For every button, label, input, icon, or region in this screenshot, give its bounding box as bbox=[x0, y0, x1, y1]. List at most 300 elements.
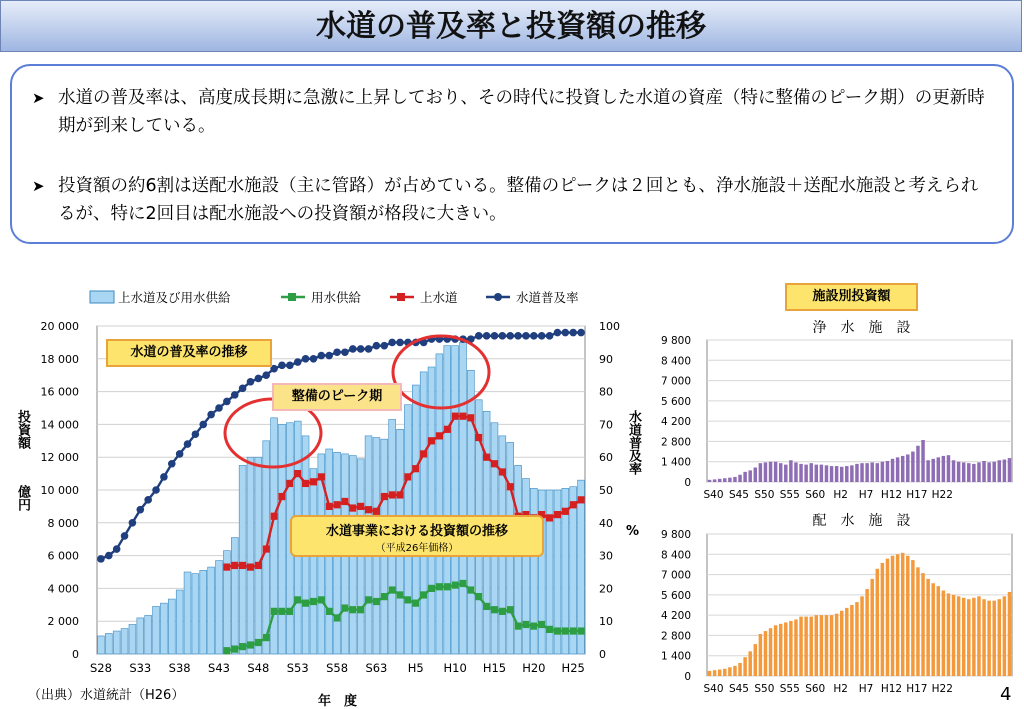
facility-bar bbox=[779, 624, 782, 676]
point-waterworks bbox=[373, 508, 380, 515]
facility-bar bbox=[830, 466, 833, 482]
point-waterworks bbox=[326, 503, 333, 510]
facility-bar bbox=[921, 440, 924, 482]
facility-bar bbox=[901, 553, 904, 676]
facility-bar bbox=[738, 475, 741, 482]
facility-bar bbox=[748, 470, 751, 482]
facility-bar bbox=[815, 465, 818, 482]
point-coverage-rate bbox=[357, 345, 365, 353]
facility-bar bbox=[977, 462, 980, 482]
facility-bar bbox=[769, 462, 772, 482]
point-waterworks bbox=[436, 432, 443, 439]
point-waterworks bbox=[357, 503, 364, 510]
bar-total-investment bbox=[428, 367, 435, 654]
facility-bar bbox=[870, 462, 873, 482]
point-coverage-rate bbox=[239, 385, 247, 393]
point-waterworks bbox=[231, 562, 238, 569]
point-waterworks bbox=[247, 563, 254, 570]
point-water-supply bbox=[247, 641, 254, 648]
point-water-supply bbox=[396, 591, 403, 598]
facility-bar bbox=[987, 601, 990, 676]
x-tick-label: S33 bbox=[129, 661, 152, 675]
x-tick-label: H12 bbox=[880, 683, 903, 695]
point-water-supply bbox=[365, 596, 372, 603]
point-waterworks bbox=[310, 478, 317, 485]
facility-bar bbox=[835, 466, 838, 482]
point-waterworks bbox=[483, 454, 490, 461]
legend-label: 上水道 bbox=[420, 290, 458, 305]
y-tick-label: 7 000 bbox=[660, 375, 691, 388]
facility-chart-title: 配 水 施 設 bbox=[812, 513, 911, 529]
point-coverage-rate bbox=[530, 332, 538, 340]
y2-tick-label: 80 bbox=[599, 385, 613, 399]
point-coverage-rate bbox=[396, 339, 404, 347]
peak-period-label: 整備のピーク期 bbox=[272, 383, 402, 411]
facility-bar bbox=[982, 461, 985, 482]
point-coverage-rate bbox=[380, 342, 388, 350]
bar-total-investment bbox=[145, 615, 152, 654]
y-tick-label: 9 800 bbox=[660, 529, 691, 541]
point-coverage-rate bbox=[192, 430, 200, 438]
summary-box bbox=[10, 64, 1014, 244]
x-tick-label: H15 bbox=[482, 661, 507, 675]
point-coverage-rate bbox=[160, 473, 168, 481]
y-tick-label: 1 400 bbox=[660, 456, 691, 469]
x-tick-label: S50 bbox=[754, 683, 775, 695]
point-waterworks bbox=[562, 508, 569, 515]
facility-bar bbox=[845, 466, 848, 482]
facility-bar bbox=[992, 462, 995, 482]
bar-total-investment bbox=[208, 567, 215, 654]
facility-bar bbox=[876, 569, 879, 676]
legend-swatch-total bbox=[90, 291, 114, 303]
point-waterworks bbox=[365, 506, 372, 513]
point-coverage-rate bbox=[168, 460, 176, 468]
x-tick-label: S60 bbox=[805, 489, 826, 501]
y-tick-label: 1 400 bbox=[660, 650, 691, 663]
y2-tick-label: 20 bbox=[599, 582, 613, 596]
price-basis-note: （平成26年価格） bbox=[375, 543, 459, 554]
point-waterworks bbox=[452, 413, 459, 420]
point-coverage-rate bbox=[569, 329, 577, 337]
y-tick-label: 5 600 bbox=[660, 589, 691, 602]
facility-bar bbox=[962, 462, 965, 482]
point-waterworks bbox=[444, 426, 451, 433]
x-tick-label: S45 bbox=[728, 489, 749, 501]
plot-area bbox=[707, 340, 1012, 482]
point-water-supply bbox=[239, 643, 246, 650]
y-tick-label: 6 000 bbox=[47, 549, 79, 563]
point-waterworks bbox=[475, 434, 482, 441]
y2-tick-label: 70 bbox=[599, 418, 613, 432]
facility-bar bbox=[708, 671, 711, 676]
y-tick-label: 20 000 bbox=[40, 320, 79, 333]
facility-bar bbox=[957, 462, 960, 482]
x-tick-label: H25 bbox=[561, 661, 585, 675]
facility-bar bbox=[906, 556, 909, 676]
point-waterworks bbox=[491, 460, 498, 467]
facility-bar bbox=[825, 465, 828, 482]
summary-text: 水道の普及率は、高度成長期に急激に上昇しており、その時代に投資した水道の資産（特に整備のピーク期）の更新時期が到来している。 bbox=[58, 88, 985, 136]
legend-label: 用水供給 bbox=[311, 290, 362, 305]
facility-bar bbox=[947, 593, 950, 676]
point-water-supply bbox=[373, 598, 380, 605]
point-water-supply bbox=[436, 583, 443, 590]
y-tick-label: 10 000 bbox=[40, 484, 79, 497]
point-water-supply bbox=[428, 585, 435, 592]
x-tick-label: S48 bbox=[247, 661, 270, 675]
facility-bar bbox=[937, 586, 940, 676]
x-tick-label: H10 bbox=[443, 661, 467, 675]
point-coverage-rate bbox=[215, 404, 223, 412]
y2-axis-unit: % bbox=[626, 524, 640, 539]
point-waterworks bbox=[239, 562, 246, 569]
bar-total-investment bbox=[98, 636, 105, 654]
x-tick-label: H22 bbox=[931, 683, 953, 695]
y-tick-label: 2 800 bbox=[660, 436, 691, 449]
bar-total-investment bbox=[168, 599, 175, 654]
point-coverage-rate bbox=[475, 332, 483, 340]
x-tick-label: S60 bbox=[805, 683, 826, 695]
point-coverage-rate bbox=[129, 519, 137, 527]
y2-tick-label: 60 bbox=[599, 451, 613, 465]
y-tick-label: 5 600 bbox=[660, 395, 691, 408]
facility-bar bbox=[764, 462, 767, 482]
facility-bar bbox=[759, 463, 762, 482]
investment-trend-label bbox=[290, 515, 544, 557]
investment-coverage-chart bbox=[0, 278, 650, 709]
point-coverage-rate bbox=[554, 329, 562, 337]
point-waterworks bbox=[570, 501, 577, 508]
point-coverage-rate bbox=[325, 352, 333, 360]
x-tick-label: S43 bbox=[208, 661, 230, 675]
point-water-supply bbox=[278, 608, 285, 615]
point-coverage-rate bbox=[223, 398, 231, 406]
point-waterworks bbox=[507, 483, 514, 490]
y-tick-label: 4 200 bbox=[660, 610, 691, 623]
point-water-supply bbox=[444, 583, 451, 590]
point-coverage-rate bbox=[491, 332, 499, 340]
facility-bar bbox=[748, 651, 751, 676]
point-water-supply bbox=[483, 603, 490, 610]
y-tick-label: 0 bbox=[72, 648, 79, 661]
page-number: 4 bbox=[1000, 684, 1012, 705]
point-waterworks bbox=[420, 450, 427, 457]
x-tick-label: S40 bbox=[703, 489, 724, 501]
page-title: 水道の普及率と投資額の推移 bbox=[316, 9, 706, 44]
facility-bar bbox=[1003, 596, 1006, 676]
point-water-supply bbox=[554, 627, 561, 634]
facility-bar bbox=[972, 598, 975, 676]
point-coverage-rate bbox=[136, 506, 144, 514]
point-waterworks bbox=[341, 498, 348, 505]
point-water-supply bbox=[318, 596, 325, 603]
facility-bar bbox=[896, 554, 899, 676]
point-waterworks bbox=[302, 480, 309, 487]
legend-label: 水道普及率 bbox=[516, 290, 579, 305]
point-waterworks bbox=[577, 496, 584, 503]
bar-total-investment bbox=[216, 561, 223, 654]
facility-bar bbox=[789, 621, 792, 676]
facility-bar bbox=[931, 583, 934, 676]
x-tick-label: H22 bbox=[931, 489, 953, 501]
point-water-supply bbox=[270, 608, 277, 615]
bar-total-investment bbox=[436, 354, 443, 654]
facility-bar bbox=[931, 459, 934, 482]
y-axis-label: 投資額 bbox=[15, 410, 30, 449]
facility-bar bbox=[789, 460, 792, 482]
facility-bar bbox=[860, 463, 863, 482]
facility-bar bbox=[998, 460, 1001, 482]
bar-total-investment bbox=[247, 457, 254, 654]
point-coverage-rate bbox=[184, 440, 192, 448]
x-tick-label: H17 bbox=[906, 683, 928, 695]
y-axis-unit: 億円 bbox=[15, 485, 30, 511]
facility-bar bbox=[850, 605, 853, 676]
facility-bar bbox=[901, 456, 904, 482]
point-water-supply bbox=[530, 623, 537, 630]
bar-total-investment bbox=[176, 590, 183, 654]
point-coverage-rate bbox=[97, 555, 105, 563]
bar-total-investment bbox=[192, 574, 199, 654]
facility-bar bbox=[1008, 592, 1011, 676]
facility-bar bbox=[937, 457, 940, 482]
facility-bar bbox=[718, 669, 721, 676]
x-tick-label: S28 bbox=[89, 661, 112, 675]
facility-bar bbox=[886, 461, 889, 482]
y-tick-label: 2 000 bbox=[47, 615, 79, 629]
point-waterworks bbox=[263, 545, 270, 552]
bar-total-investment bbox=[444, 346, 451, 654]
y2-tick-label: 40 bbox=[599, 516, 613, 530]
facility-bar bbox=[820, 465, 823, 482]
point-coverage-rate bbox=[105, 552, 113, 560]
facility-bar bbox=[799, 617, 802, 676]
facility-investment-label: 施設別投資額 bbox=[785, 283, 918, 311]
coverage-trend-label: 水道の普及率の推移 bbox=[106, 339, 272, 367]
x-tick-label: S45 bbox=[728, 683, 749, 695]
facility-bar bbox=[784, 465, 787, 482]
point-waterworks bbox=[554, 511, 561, 518]
point-coverage-rate bbox=[577, 329, 585, 337]
facility-bar bbox=[825, 615, 828, 676]
point-coverage-rate bbox=[152, 486, 160, 494]
bar-total-investment bbox=[113, 631, 120, 654]
point-coverage-rate bbox=[562, 329, 570, 337]
facility-bar bbox=[998, 599, 1001, 676]
point-waterworks bbox=[349, 504, 356, 511]
y2-axis-label: 水道普及率 bbox=[626, 410, 641, 475]
facility-bar bbox=[754, 644, 757, 676]
facility-bar bbox=[911, 560, 914, 676]
point-water-supply bbox=[562, 627, 569, 634]
legend-marker-water-supply bbox=[288, 293, 296, 301]
bar-total-investment bbox=[200, 570, 207, 654]
point-coverage-rate bbox=[522, 332, 530, 340]
facility-bar bbox=[881, 462, 884, 482]
y-tick-label: 8 000 bbox=[47, 516, 79, 530]
point-coverage-rate bbox=[349, 345, 357, 353]
y-tick-label: 12 000 bbox=[40, 451, 79, 465]
x-tick-label: S58 bbox=[326, 661, 349, 675]
y2-tick-label: 50 bbox=[599, 484, 613, 497]
facility-bar bbox=[942, 456, 945, 482]
facility-bar bbox=[733, 477, 736, 482]
facility-bar bbox=[804, 617, 807, 676]
facility-bar bbox=[972, 464, 975, 482]
point-coverage-rate bbox=[483, 332, 491, 340]
facility-bar bbox=[743, 472, 746, 482]
facility-bar bbox=[769, 628, 772, 676]
facility-bar bbox=[1003, 460, 1006, 482]
point-waterworks bbox=[270, 513, 277, 520]
point-coverage-rate bbox=[318, 352, 326, 360]
facility-bar bbox=[881, 563, 884, 676]
y-tick-label: 8 400 bbox=[660, 355, 691, 368]
facility-bar bbox=[850, 465, 853, 482]
point-water-supply bbox=[326, 608, 333, 615]
point-coverage-rate bbox=[231, 391, 239, 399]
point-water-supply bbox=[381, 593, 388, 600]
x-tick-label: S63 bbox=[365, 661, 388, 675]
facility-bar bbox=[733, 666, 736, 676]
x-tick-label: S55 bbox=[779, 683, 800, 695]
facility-bar bbox=[1008, 458, 1011, 482]
facility-bar bbox=[794, 462, 797, 482]
y2-tick-label: 0 bbox=[599, 648, 606, 661]
y2-tick-label: 10 bbox=[599, 615, 613, 629]
facility-bar bbox=[947, 455, 950, 482]
point-waterworks bbox=[499, 468, 506, 475]
point-coverage-rate bbox=[546, 332, 554, 340]
point-coverage-rate bbox=[333, 348, 341, 356]
point-coverage-rate bbox=[121, 532, 129, 540]
point-water-supply bbox=[475, 593, 482, 600]
point-water-supply bbox=[459, 580, 466, 587]
point-coverage-rate bbox=[255, 375, 263, 383]
y-tick-label: 0 bbox=[684, 477, 691, 489]
facility-bar bbox=[891, 556, 894, 676]
point-water-supply bbox=[294, 596, 301, 603]
facility-bar bbox=[911, 452, 914, 482]
x-tick-label: S50 bbox=[754, 489, 775, 501]
x-tick-label: H20 bbox=[522, 661, 546, 675]
y-tick-label: 4 200 bbox=[660, 416, 691, 429]
point-water-supply bbox=[412, 600, 419, 607]
y-tick-label: 4 000 bbox=[47, 582, 79, 596]
facility-bar bbox=[754, 468, 757, 482]
facility-bar bbox=[957, 596, 960, 676]
title-bar bbox=[0, 0, 1022, 52]
facility-bar bbox=[804, 465, 807, 482]
legend-label: 上水道及び用水供給 bbox=[118, 290, 231, 305]
point-waterworks bbox=[255, 562, 262, 569]
x-tick-label: S53 bbox=[286, 661, 309, 675]
point-waterworks bbox=[294, 470, 301, 477]
facility-bar bbox=[926, 460, 929, 482]
facility-bar bbox=[809, 463, 812, 482]
point-waterworks bbox=[412, 465, 419, 472]
facility-bar bbox=[774, 462, 777, 482]
point-waterworks bbox=[459, 413, 466, 420]
point-coverage-rate bbox=[286, 362, 294, 370]
point-water-supply bbox=[491, 606, 498, 613]
point-water-supply bbox=[570, 627, 577, 634]
facility-bar bbox=[830, 615, 833, 676]
y-tick-label: 18 000 bbox=[40, 352, 79, 366]
point-coverage-rate bbox=[262, 371, 270, 379]
point-water-supply bbox=[546, 626, 553, 633]
summary-bullet bbox=[32, 172, 988, 228]
point-waterworks bbox=[546, 514, 553, 521]
facility-bar bbox=[916, 567, 919, 676]
point-coverage-rate bbox=[278, 362, 286, 370]
point-coverage-rate bbox=[388, 339, 396, 347]
bar-total-investment bbox=[153, 606, 160, 654]
facility-bar bbox=[942, 591, 945, 676]
facility-bar bbox=[967, 599, 970, 676]
facility-bar bbox=[952, 595, 955, 676]
point-water-supply bbox=[507, 606, 514, 613]
facility-bar bbox=[728, 478, 731, 482]
bar-total-investment bbox=[160, 603, 167, 654]
point-water-supply bbox=[389, 586, 396, 593]
point-water-supply bbox=[514, 623, 521, 630]
y-tick-label: 2 800 bbox=[660, 630, 691, 643]
plot-area bbox=[707, 534, 1012, 676]
point-coverage-rate bbox=[365, 345, 373, 353]
point-coverage-rate bbox=[341, 348, 349, 356]
facility-bar bbox=[815, 615, 818, 676]
facility-bar bbox=[992, 601, 995, 676]
point-water-supply bbox=[420, 591, 427, 598]
point-waterworks bbox=[428, 437, 435, 444]
facility-bar bbox=[708, 480, 711, 482]
point-coverage-rate bbox=[514, 332, 522, 340]
y-tick-label: 7 000 bbox=[660, 569, 691, 582]
y2-tick-label: 30 bbox=[599, 549, 613, 563]
arrow-bullet-icon: ➤ bbox=[32, 177, 45, 195]
point-water-supply bbox=[467, 586, 474, 593]
source-note: （出典）水道統計（H26） bbox=[28, 688, 185, 703]
point-waterworks bbox=[333, 501, 340, 508]
point-coverage-rate bbox=[506, 332, 514, 340]
point-coverage-rate bbox=[499, 332, 507, 340]
x-tick-label: H5 bbox=[407, 661, 424, 675]
facility-bar bbox=[916, 446, 919, 482]
y-tick-label: 0 bbox=[684, 671, 691, 683]
x-axis-label: 年 度 bbox=[318, 694, 358, 709]
point-waterworks bbox=[467, 414, 474, 421]
point-water-supply bbox=[357, 606, 364, 613]
x-tick-label: S55 bbox=[779, 489, 800, 501]
point-water-supply bbox=[577, 627, 584, 634]
point-waterworks bbox=[278, 493, 285, 500]
point-water-supply bbox=[499, 608, 506, 615]
facility-bar bbox=[886, 559, 889, 676]
facility-bar bbox=[876, 463, 879, 482]
bar-total-investment bbox=[239, 465, 246, 654]
bar-total-investment bbox=[452, 346, 459, 654]
x-tick-label: S38 bbox=[168, 661, 191, 675]
point-coverage-rate bbox=[247, 378, 255, 386]
x-tick-label: H2 bbox=[833, 489, 848, 501]
y2-tick-label: 100 bbox=[599, 320, 620, 333]
facility-bar bbox=[865, 463, 868, 482]
bar-total-investment bbox=[129, 624, 136, 654]
point-water-supply bbox=[286, 608, 293, 615]
point-waterworks bbox=[286, 480, 293, 487]
